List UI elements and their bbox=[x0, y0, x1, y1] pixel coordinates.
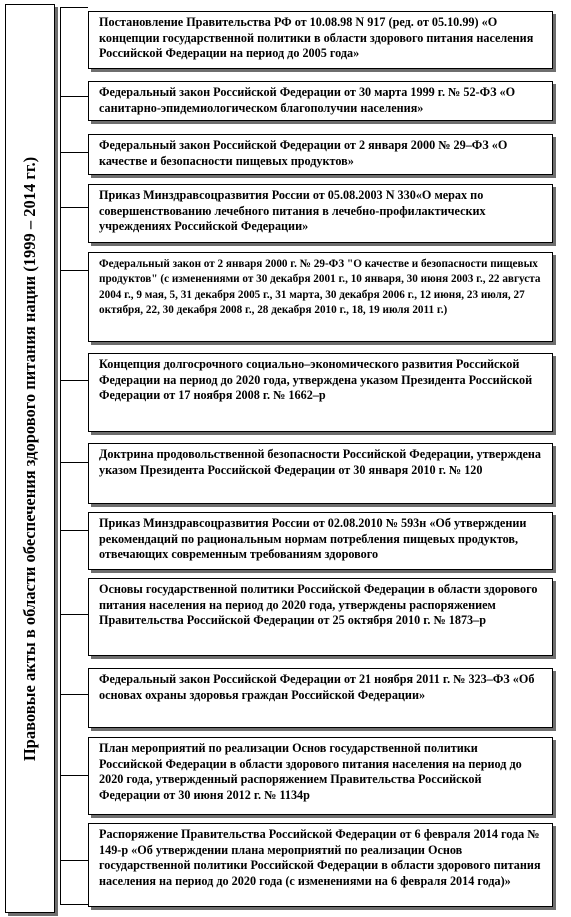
connector-line bbox=[60, 96, 88, 97]
connector-line bbox=[60, 462, 88, 463]
connector-line bbox=[60, 860, 88, 861]
legal-act-box: Приказ Минздравсоцразвития России от 05.08.2003 N 330«О мерах по совершенствованию лечебного питания в лечебно-профилактических учреждениях Российской Федерации» bbox=[88, 184, 553, 243]
legal-act-box: Федеральный закон Российской Федерации от 30 марта 1999 г. № 52-ФЗ «О санитарно-эпидемиологическом благополучии населения» bbox=[88, 81, 553, 121]
vertical-title-box bbox=[5, 4, 55, 913]
connector-line bbox=[60, 614, 88, 615]
connector-line bbox=[60, 7, 88, 8]
connector-line bbox=[60, 775, 88, 776]
connector-line bbox=[60, 530, 88, 531]
connector-line bbox=[60, 904, 88, 905]
legal-act-box: Концепция долгосрочного социально–экономического развития Российской Федерации на период до 2020 года, утверждена указом Президента Российской Федерации от 17 ноября 2008 г. № 1662–р bbox=[88, 353, 553, 432]
connector-bracket bbox=[60, 7, 89, 904]
connector-line bbox=[60, 380, 88, 381]
connector-line bbox=[60, 152, 88, 153]
legal-act-box: План мероприятий по реализации Основ государственной политики Российской Федерации в области здорового питания населения на период до 2020 года, утвержденный распоряжением Правительства Российской Федерации от 30 июня 2012 г. № 1134р bbox=[88, 737, 553, 815]
vertical-title: Правовые акты в области обеспечения здорового питания нации (1999 – 2014 гг.) bbox=[20, 156, 39, 761]
legal-act-box: Приказ Минздравсоцразвития России от 02.08.2010 № 593н «Об утверждении рекомендаций по рациональным нормам потребления пищевых продуктов, отвечающих современным требованиям здорового bbox=[88, 512, 553, 570]
connector-line bbox=[60, 694, 88, 695]
legal-act-box: Федеральный закон Российской Федерации от 2 января 2000 № 29–ФЗ «О качестве и безопасности пищевых продуктов» bbox=[88, 134, 553, 175]
connector-line bbox=[60, 270, 88, 271]
legal-act-box: Распоряжение Правительства Российской Федерации от 6 февраля 2014 года № 149-р «Об утверждении плана мероприятий по реализации Основ государственной политики Российской Федерации в области здорового питания населения на период до 2020 года (с изменениями на 6 февраля 2014 года)» bbox=[88, 823, 553, 907]
legal-act-box: Постановление Правительства РФ от 10.08.98 N 917 (ред. от 05.10.99) «О концепции государственной политики в области здорового питания населения Российской Федерации на период до 2005 года» bbox=[88, 11, 553, 69]
legal-act-box: Федеральный закон от 2 января 2000 г. № 29-ФЗ "О качестве и безопасности пищевых продуктов" (с изменениями от 30 декабря 2001 г., 10 января, 30 июня 2003 г., 22 августа 2004 г., 9 мая, 5, 31 декабря 2005 г., 31 марта, 30 декабря 2006 г., 12 июня, 23 июля, 27 октября, 22, 30 декабря 2008 г., 28 декабря 2010 г., 18, 19 июля 2011 г.) bbox=[88, 252, 553, 342]
legal-act-box: Доктрина продовольственной безопасности Российской Федерации, утверждена указом Президента Российской Федерации от 30 января 2010 г. № 120 bbox=[88, 443, 553, 504]
connector-line bbox=[60, 207, 88, 208]
legal-act-box: Федеральный закон Российской Федерации от 21 ноября 2011 г. № 323–ФЗ «Об основах охраны здоровья граждан Российской Федерации» bbox=[88, 668, 553, 728]
legal-act-box: Основы государственной политики Российской Федерации в области здорового питания населения на период до 2020 года, утверждены распоряжением Правительства Российской Федерации от 25 октября 2010 г. № 1873–р bbox=[88, 578, 553, 656]
